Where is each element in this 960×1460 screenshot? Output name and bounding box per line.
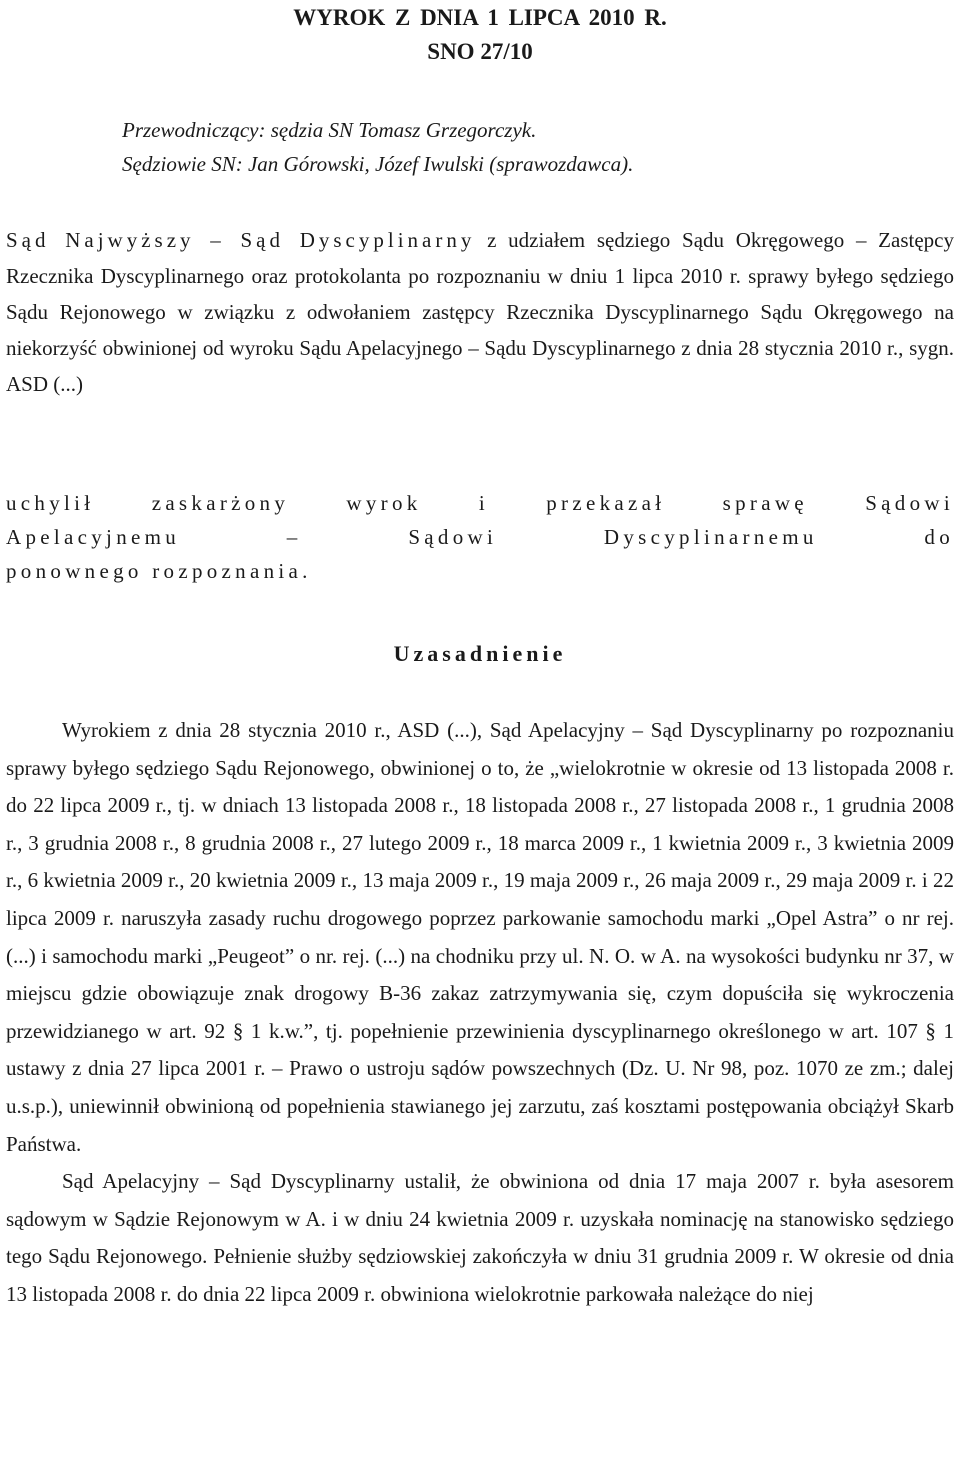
- presiding-judge: Przewodniczący: sędzia SN Tomasz Grzegorczyk.: [122, 118, 537, 142]
- ruling-line-1: uchylił zaskarżony wyrok i przekazał sprawę Sądowi: [6, 491, 954, 515]
- ruling-line-2: Apelacyjnemu – Sądowi Dyscyplinarnemu do: [6, 525, 954, 549]
- ruling-line-3: ponownego rozpoznania.: [6, 559, 312, 583]
- judges-list: Sędziowie SN: Jan Górowski, Józef Iwulski (sprawozdawca).: [122, 152, 634, 176]
- judgment-title: WYROK Z DNIA 1 LIPCA 2010 R.: [293, 5, 667, 30]
- justification-body: [6, 712, 954, 1314]
- case-signature: SNO 27/10: [427, 39, 533, 64]
- court-name-spaced: Sąd Najwyższy – Sąd Dyscyplinarny: [6, 228, 476, 252]
- justification-paragraph-2: Sąd Apelacyjny – Sąd Dyscyplinarny ustalił, że obwiniona od dnia 17 maja 2007 r. była asesorem sądowym w Sądzie Rejonowym w A. i w dniu 24 kwietnia 2009 r. uzyskała nominację na stanowisko sędziego tego Sądu Rejonowego. Pełnienie służby sędziowskiej zakończyła w dniu 31 grudnia 2009 r. W okresie od dnia 13 listopada 2008 r. do dnia 22 lipca 2009 r. obwiniona wielokrotnie parkowała należące do niej: [6, 1169, 954, 1306]
- intro-text: z udziałem sędziego Sądu Okręgowego – Zastępcy Rzecznika Dyscyplinarnego oraz protokolanta po rozpoznaniu w dniu 1 lipca 2010 r. sprawy byłego sędziego Sądu Rejonowego w związku z odwołaniem zastępcy Rzecznika Dyscyplinarnego Sądu Okręgowego na niekorzyść obwinionej od wyroku Sądu Apelacyjnego – Sądu Dyscyplinarnego z dnia 28 stycznia 2010 r., sygn. ASD (...): [6, 228, 954, 396]
- ruling-sentence: [6, 486, 954, 588]
- justification-paragraph-1: Wyrokiem z dnia 28 stycznia 2010 r., ASD (...), Sąd Apelacyjny – Sąd Dyscyplinarny po rozpoznaniu sprawy byłego sędziego Sądu Rejonowego, obwinionej o to, że „wielokrotnie w okresie od 13 listopada 2008 r. do 22 lipca 2009 r., tj. w dniach 13 listopada 2008 r., 18 listopada 2008 r., 27 listopada 2008 r., 1 grudnia 2008 r., 3 grudnia 2008 r., 8 grudnia 2008 r., 27 lutego 2009 r., 18 marca 2009 r., 1 kwietnia 2009 r., 3 kwietnia 2009 r., 6 kwietnia 2009 r., 20 kwietnia 2009 r., 13 maja 2009 r., 19 maja 2009 r., 26 maja 2009 r., 29 maja 2009 r. i 22 lipca 2009 r. naruszyła zasady ruchu drogowego poprzez parkowanie samochodu marki „Opel Astra” o nr rej. (...) i samochodu marki „Peugeot” o nr. rej. (...) na chodniku przy ul. N. O. w A. na wysokości budynku nr 37, w miejscu gdzie obowiązuje znak drogowy B-36 zakaz zatrzymywania się, czym dopuściła się wykroczenia przewidzianego w art. 92 § 1 k.w.”, tj. popełnienie przewinienia dyscyplinarnego określonego w art. 107 § 1 ustawy z dnia 27 lipca 2001 r. – Prawo o ustroju sądów powszechnych (Dz. U. Nr 98, poz. 1070 ze zm.; dalej u.s.p.), uniewinnił obwinioną od popełnienia stawianego jej zarzutu, zaś kosztami postępowania obciążył Skarb Państwa.: [6, 718, 954, 1156]
- justification-heading: Uzasadnienie: [393, 641, 567, 666]
- court-composition: [122, 113, 633, 181]
- intro-paragraph: [6, 222, 954, 402]
